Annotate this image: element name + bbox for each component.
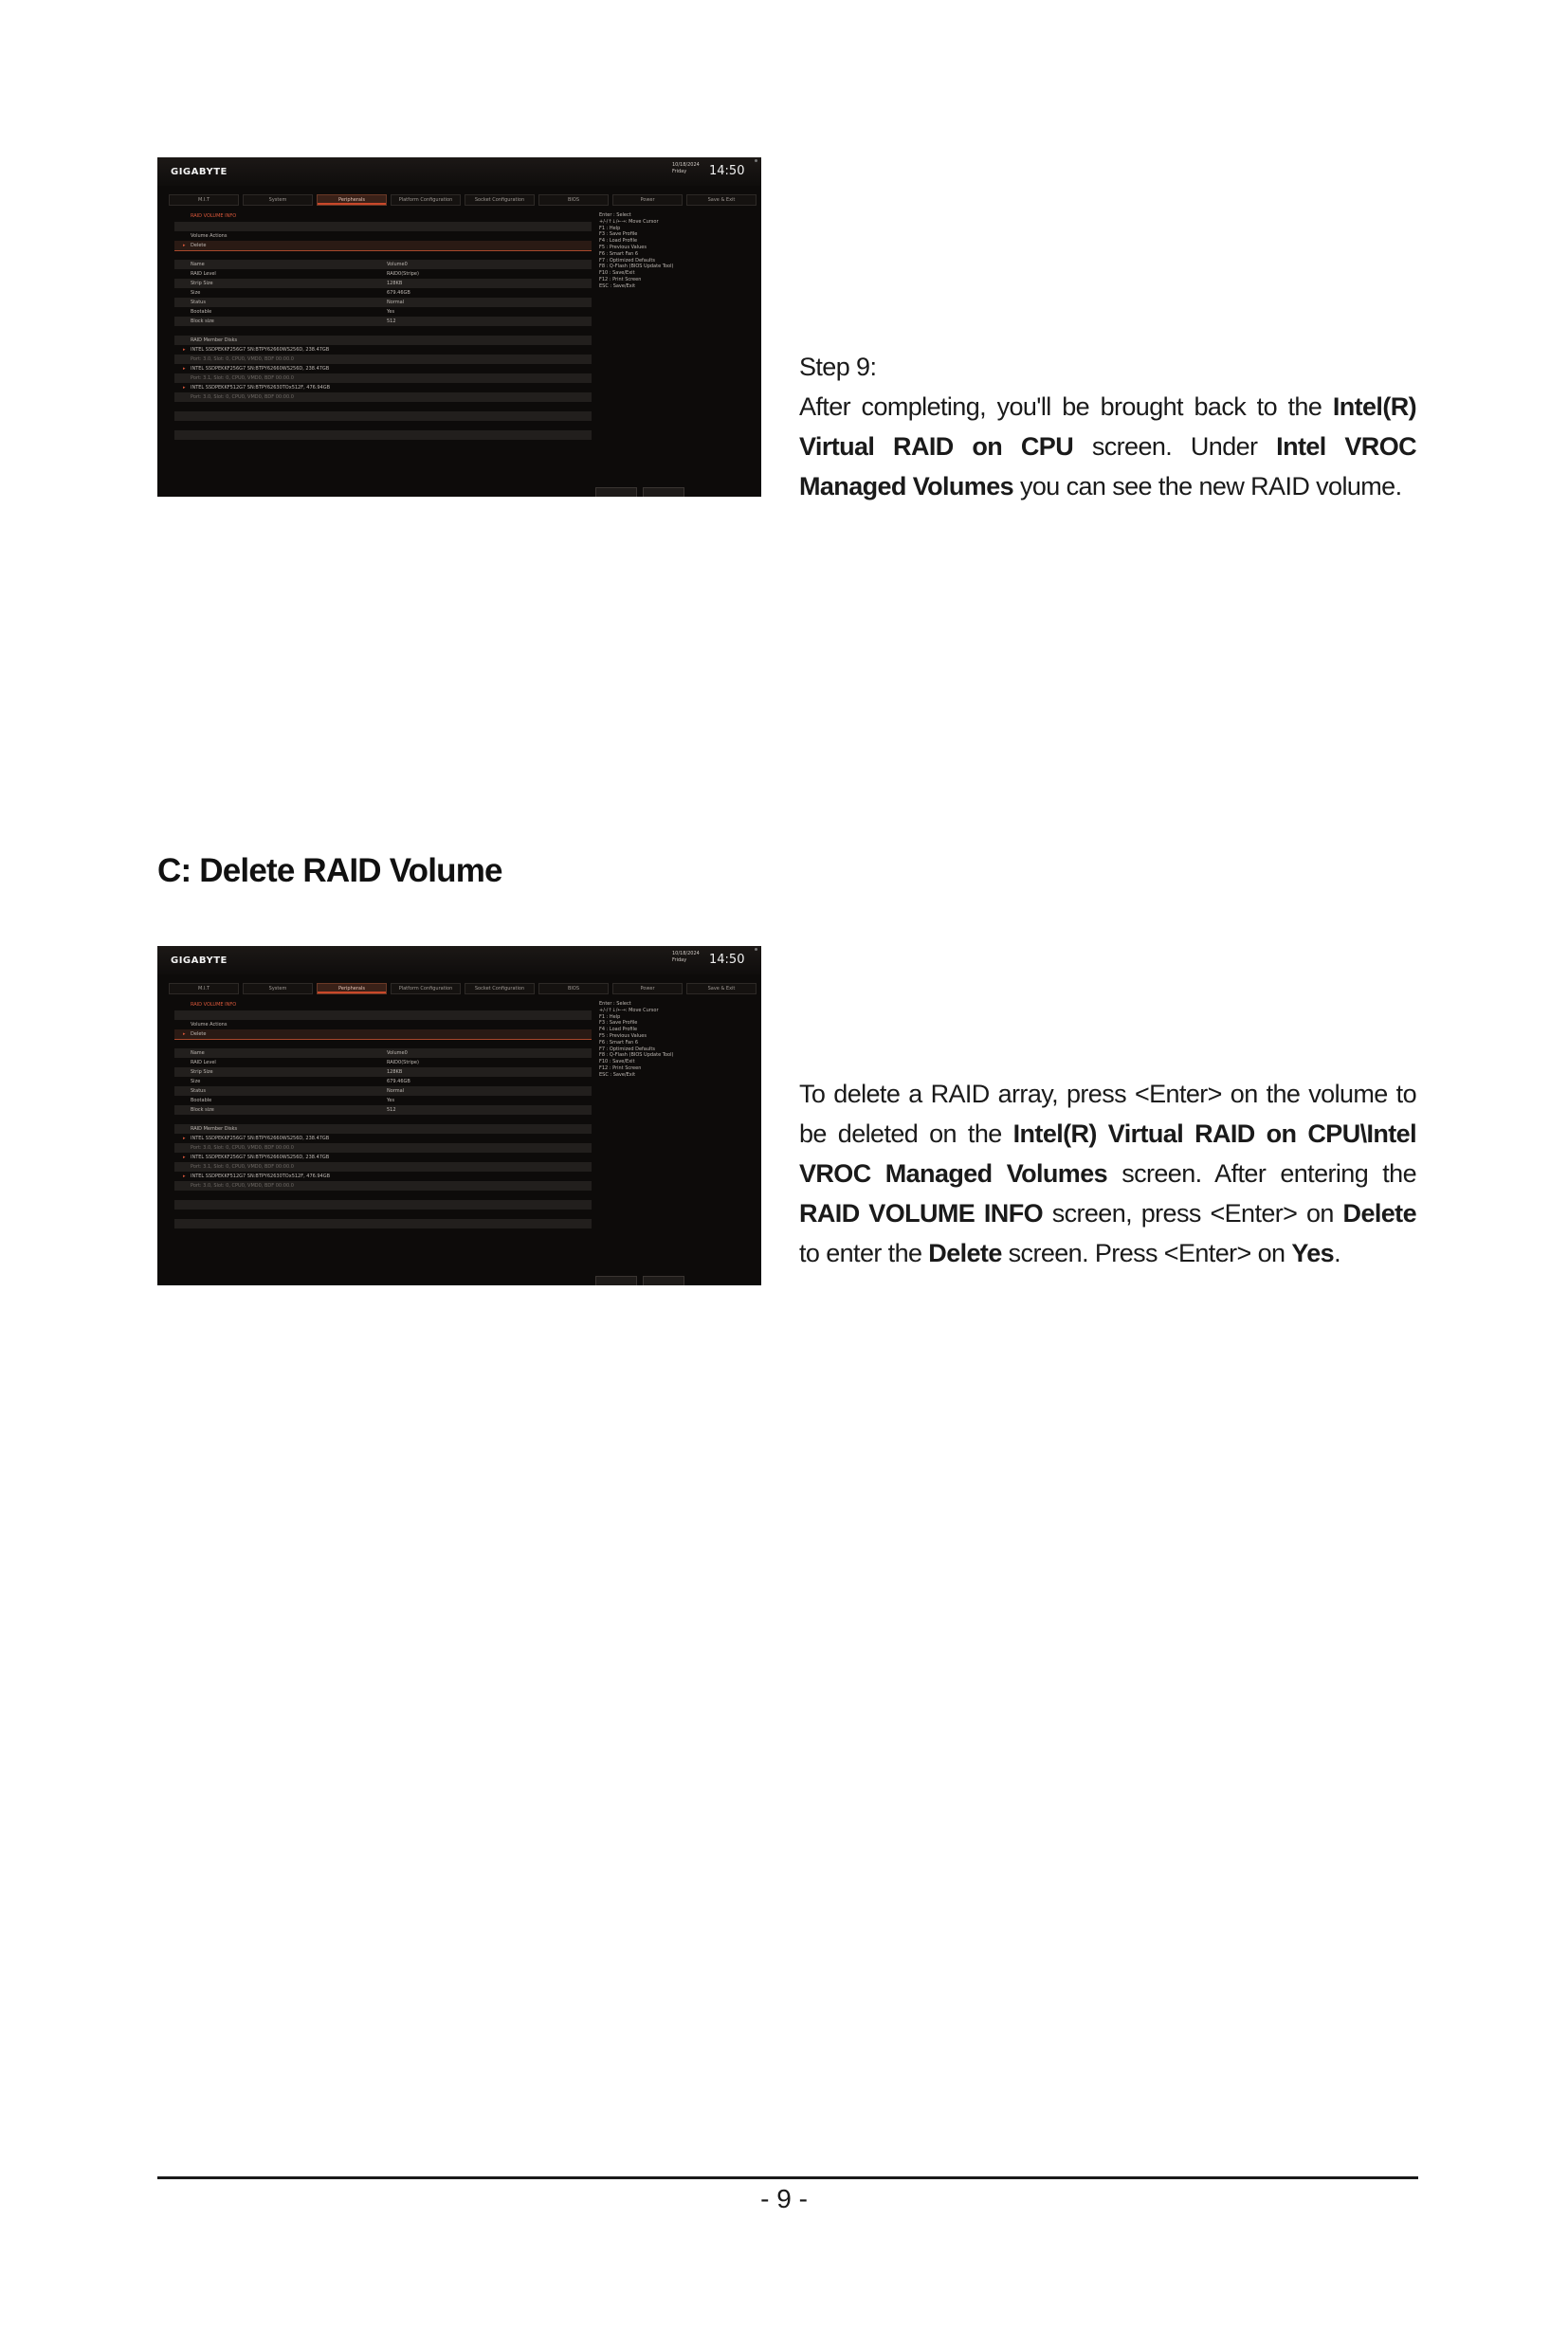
arrow-right-icon: ▸ — [183, 243, 186, 248]
field-value: 679.46GB — [387, 290, 410, 296]
blank-row — [174, 1115, 592, 1124]
bios-header — [157, 157, 761, 186]
field-value: 512 — [387, 318, 396, 324]
field-label: Size — [191, 1079, 201, 1084]
member-title: RAID Member Disks — [191, 1126, 238, 1132]
volume-actions-row — [174, 231, 592, 241]
bold-text: RAID VOLUME INFO — [799, 1199, 1043, 1228]
bios-tabs — [169, 983, 751, 993]
member-port-row — [174, 373, 592, 383]
field-row — [174, 298, 592, 307]
step-9-label: Step 9: — [799, 353, 877, 381]
field-row — [174, 1105, 592, 1115]
member-port-row — [174, 1162, 592, 1172]
tab-power[interactable]: Power — [612, 194, 683, 206]
field-value: 128KB — [387, 1069, 403, 1075]
field-label: Strip Size — [191, 1069, 213, 1075]
blank-row — [174, 1191, 592, 1200]
help-line: +/-/↑↓/←→: Move Cursor — [599, 1007, 659, 1013]
field-value: Volume0 — [387, 262, 408, 267]
field-row — [174, 1096, 592, 1105]
help-line: F12 : Print Screen — [599, 1064, 642, 1071]
raid-volume-info-panel — [174, 212, 592, 497]
field-row — [174, 260, 592, 269]
blank-row — [174, 222, 592, 231]
field-value: 512 — [387, 1107, 396, 1113]
text: screen, press <Enter> on — [1043, 1199, 1343, 1228]
help-line: F5 : Previous Values — [599, 1032, 647, 1039]
bios-corner-dot — [755, 159, 757, 162]
bios-help-panel — [599, 212, 741, 290]
tab-mit[interactable]: M.I.T — [169, 983, 239, 994]
member-port: Port: 3.1, Slot: 0, CPU0, VMD0, BDF 00:00.0 — [191, 375, 294, 381]
help-line: F3 : Save Profile — [599, 1020, 638, 1027]
blank-row — [174, 250, 592, 260]
bios-date-value: 10/18/2024 — [672, 162, 700, 168]
bios-day-value: Friday — [672, 169, 687, 174]
bios-footer-button[interactable] — [643, 487, 684, 497]
field-row — [174, 317, 592, 326]
delete-instructions-paragraph — [799, 1074, 1416, 1273]
arrow-right-icon: ▸ — [183, 347, 186, 353]
field-row — [174, 1048, 592, 1058]
field-value: RAID0(Stripe) — [387, 1060, 419, 1065]
text: . — [1334, 1239, 1340, 1267]
field-row — [174, 1077, 592, 1086]
bios-date — [672, 162, 700, 175]
field-label: Name — [191, 262, 205, 267]
arrow-right-icon: ▸ — [183, 1136, 186, 1141]
text: screen. Under — [1073, 432, 1277, 461]
bios-date-value: 10/18/2024 — [672, 951, 700, 956]
tab-power[interactable]: Power — [612, 983, 683, 994]
text: screen. Press <Enter> on — [1001, 1239, 1292, 1267]
field-label: Status — [191, 300, 206, 305]
help-line: F4 : Load Profile — [599, 1027, 638, 1033]
bios-footer-button[interactable] — [643, 1276, 684, 1285]
help-line: F8 : Q-Flash (BIOS Update Tool) — [599, 264, 674, 270]
field-value: Normal — [387, 1088, 405, 1094]
tab-bios[interactable]: BIOS — [538, 983, 609, 994]
blank-row — [174, 421, 592, 430]
field-row — [174, 269, 592, 279]
bios-logo: GIGABYTE — [171, 955, 228, 966]
bold-text: Delete — [928, 1239, 1002, 1267]
member-port-row — [174, 1143, 592, 1153]
help-line: ESC : Save/Exit — [599, 1071, 636, 1078]
arrow-right-icon: ▸ — [183, 1155, 186, 1160]
help-line: F3 : Save Profile — [599, 231, 638, 238]
bold-text: Intel VROC Managed Volumes — [799, 432, 1417, 500]
field-row — [174, 1067, 592, 1077]
field-row — [174, 1086, 592, 1096]
field-label: Bootable — [191, 1098, 212, 1103]
bold-text: Yes — [1291, 1239, 1335, 1267]
bios-corner-dot — [755, 948, 757, 951]
member-port: Port: 3.0, Slot: 0, CPU0, VMD0, BDF 00:00.0 — [191, 1183, 294, 1189]
help-line: F12 : Print Screen — [599, 276, 642, 282]
field-label: Size — [191, 290, 201, 296]
field-value: 679.46GB — [387, 1079, 410, 1084]
tab-save-exit[interactable]: Save & Exit — [686, 194, 757, 206]
field-label: Strip Size — [191, 281, 213, 286]
bios-screenshot-delete — [157, 946, 761, 1285]
help-line: F1 : Help — [599, 1013, 621, 1020]
text: To delete a RAID array, press <Enter> on the volume to be deleted on the — [799, 1080, 1416, 1148]
tab-platform-configuration[interactable]: Platform Configuration — [391, 983, 461, 994]
member-disk-row[interactable] — [174, 364, 592, 373]
field-row — [174, 307, 592, 317]
section-title: RAID VOLUME INFO — [191, 1002, 237, 1008]
tab-peripherals[interactable]: Peripherals — [317, 983, 387, 994]
help-line: F6 : Smart Fan 6 — [599, 1039, 639, 1046]
arrow-right-icon: ▸ — [183, 366, 186, 372]
arrow-right-icon: ▸ — [183, 385, 186, 391]
field-row — [174, 1058, 592, 1067]
page-number: - 9 - — [760, 2184, 808, 2213]
help-line: F7 : Optimized Defaults — [599, 257, 655, 264]
volume-actions-label: Volume Actions — [191, 233, 228, 239]
field-value: Yes — [387, 309, 395, 315]
help-line: +/-/↑↓/←→: Move Cursor — [599, 218, 659, 225]
field-row — [174, 288, 592, 298]
tab-socket-configuration[interactable]: Socket Configuration — [465, 194, 535, 206]
section-title: RAID VOLUME INFO — [191, 213, 237, 219]
member-disk: INTEL SSDPEKKF512G7 SN:BTPY62630TOx512F, 476.94GB — [191, 1174, 331, 1179]
field-label: Block size — [191, 318, 214, 324]
bios-day-value: Friday — [672, 957, 687, 963]
member-port: Port: 3.1, Slot: 0, CPU0, VMD0, BDF 00:00.0 — [191, 1164, 294, 1170]
bold-text: Intel(R) Virtual RAID on CPU — [799, 392, 1416, 461]
field-label: Status — [191, 1088, 206, 1094]
blank-row — [174, 326, 592, 336]
member-disk-row[interactable] — [174, 1134, 592, 1143]
blank-row — [174, 1010, 592, 1020]
member-port: Port: 3.0, Slot: 0, CPU0, VMD0, BDF 00:00.0 — [191, 1145, 294, 1151]
member-title-row — [174, 336, 592, 345]
member-disk-row[interactable] — [174, 345, 592, 355]
text: screen. After entering the — [1107, 1159, 1416, 1188]
text: After completing, you'll be brought back to the — [799, 392, 1333, 421]
bios-time: 14:50 — [709, 953, 745, 967]
volume-actions-label: Volume Actions — [191, 1022, 228, 1028]
arrow-right-icon: ▸ — [183, 1031, 186, 1037]
member-disk: INTEL SSDPEKKF256G7 SN:BTPY62660WS256D, 238.47GB — [191, 1155, 330, 1160]
field-label: Block size — [191, 1107, 214, 1113]
member-port-row — [174, 1181, 592, 1191]
blank-row — [174, 1210, 592, 1219]
delete-label: Delete — [191, 1031, 207, 1037]
bios-help-panel — [599, 1001, 741, 1079]
field-label: Name — [191, 1050, 205, 1056]
member-port-row — [174, 392, 592, 402]
tab-peripherals[interactable]: Peripherals — [317, 194, 387, 206]
member-disk-row[interactable] — [174, 1153, 592, 1162]
help-line: F7 : Optimized Defaults — [599, 1046, 655, 1052]
member-port: Port: 3.0, Slot: 0, CPU0, VMD0, BDF 00:00.0 — [191, 394, 294, 400]
help-line: Enter : Select — [599, 1001, 631, 1007]
help-line: ESC : Save/Exit — [599, 282, 636, 289]
member-port: Port: 3.0, Slot: 0, CPU0, VMD0, BDF 00:00.0 — [191, 356, 294, 362]
help-line: F4 : Load Profile — [599, 238, 638, 245]
bios-tabs — [169, 194, 751, 205]
footer-rule — [157, 2176, 1418, 2179]
tab-bios[interactable]: BIOS — [538, 194, 609, 206]
blank-row — [174, 1200, 592, 1210]
blank-row — [174, 1219, 592, 1228]
member-port-row — [174, 355, 592, 364]
field-value: Yes — [387, 1098, 395, 1103]
bios-logo: GIGABYTE — [171, 167, 228, 177]
blank-row — [174, 411, 592, 421]
tab-save-exit[interactable]: Save & Exit — [686, 983, 757, 994]
help-line: Enter : Select — [599, 212, 631, 218]
tab-socket-configuration[interactable]: Socket Configuration — [465, 983, 535, 994]
bios-footer-button[interactable] — [595, 487, 637, 497]
member-disk: INTEL SSDPEKKF512G7 SN:BTPY62630TOx512F, 476.94GB — [191, 385, 331, 391]
raid-volume-info-panel — [174, 1001, 592, 1285]
section-c-title: C: Delete RAID Volume — [157, 852, 502, 889]
blank-row — [174, 1039, 592, 1048]
tab-system[interactable]: System — [243, 194, 313, 206]
tab-platform-configuration[interactable]: Platform Configuration — [391, 194, 461, 206]
help-line: F5 : Previous Values — [599, 244, 647, 250]
bold-text: Intel(R) Virtual RAID on CPU\Intel VROC Managed Volumes — [799, 1119, 1416, 1188]
bios-content — [174, 1001, 748, 1285]
blank-row — [174, 402, 592, 411]
member-disk: INTEL SSDPEKKF256G7 SN:BTPY62660WS256D, 238.47GB — [191, 347, 330, 353]
member-disk-row[interactable] — [174, 1172, 592, 1181]
field-value: 128KB — [387, 281, 403, 286]
bios-content — [174, 212, 748, 497]
tab-system[interactable]: System — [243, 983, 313, 994]
help-line: F1 : Help — [599, 225, 621, 231]
member-disk: INTEL SSDPEKKF256G7 SN:BTPY62660WS256D, 238.47GB — [191, 1136, 330, 1141]
field-value: RAID0(Stripe) — [387, 271, 419, 277]
member-disk-row[interactable] — [174, 383, 592, 392]
bios-footer-button[interactable] — [595, 1276, 637, 1285]
help-line: F10 : Save/Exit — [599, 270, 635, 277]
volume-actions-row — [174, 1020, 592, 1029]
tab-mit[interactable]: M.I.T — [169, 194, 239, 206]
text: to enter the — [799, 1239, 929, 1267]
member-disk: INTEL SSDPEKKF256G7 SN:BTPY62660WS256D, 238.47GB — [191, 366, 330, 372]
blank-row — [174, 430, 592, 440]
member-title-row — [174, 1124, 592, 1134]
help-line: F8 : Q-Flash (BIOS Update Tool) — [599, 1052, 674, 1059]
field-value: Volume0 — [387, 1050, 408, 1056]
field-value: Normal — [387, 300, 405, 305]
bios-time: 14:50 — [709, 164, 745, 178]
field-label: RAID Level — [191, 1060, 216, 1065]
arrow-right-icon: ▸ — [183, 1174, 186, 1179]
member-title: RAID Member Disks — [191, 337, 238, 343]
delete-label: Delete — [191, 243, 207, 248]
field-row — [174, 279, 592, 288]
help-line: F10 : Save/Exit — [599, 1059, 635, 1065]
step-9-paragraph — [799, 387, 1416, 506]
help-line: F6 : Smart Fan 6 — [599, 250, 639, 257]
field-label: Bootable — [191, 309, 212, 315]
field-label: RAID Level — [191, 271, 216, 277]
text: you can see the new RAID volume. — [1013, 472, 1402, 500]
bios-date — [672, 951, 700, 964]
bold-text: Delete — [1342, 1199, 1416, 1228]
bios-header — [157, 946, 761, 974]
bios-screenshot-step9 — [157, 157, 761, 497]
